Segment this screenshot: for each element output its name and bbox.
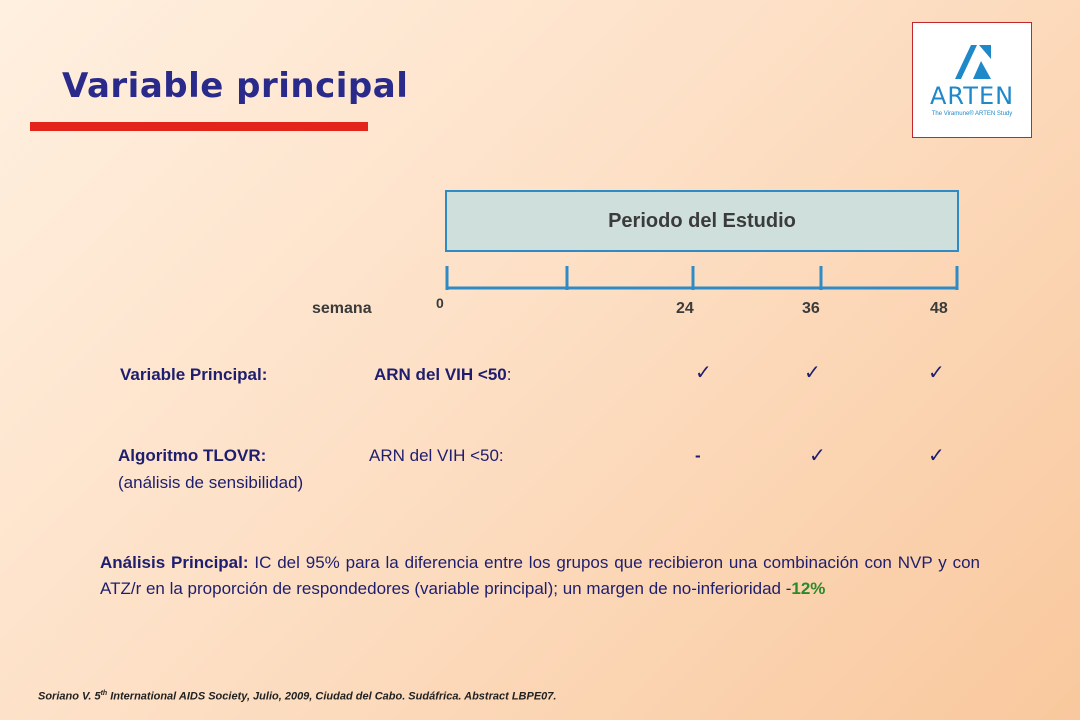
check-icon: ✓ xyxy=(809,443,826,467)
week-tick-label: 0 xyxy=(436,295,444,311)
check-icon: ✓ xyxy=(928,360,945,384)
week-axis-label: semana xyxy=(312,300,372,317)
slide-title: Variable principal xyxy=(62,66,409,106)
citation-author: Soriano V. 5 xyxy=(38,690,101,703)
dash-mark: - xyxy=(695,446,701,465)
analysis-body: IC del 95% para la diferencia entre los grupos que recibieron una combinación con NVP y con ATZ/r en la proporción de respondedores (variable principal); un margen de no-inferioridad - xyxy=(100,553,980,598)
check-icon: ✓ xyxy=(928,443,945,467)
citation xyxy=(38,690,556,703)
study-period-label: Periodo del Estudio xyxy=(608,209,796,232)
tlovr-measure: ARN del VIH <50: xyxy=(369,446,504,465)
non-inferiority-margin: 12% xyxy=(791,579,826,598)
check-icon: ✓ xyxy=(804,360,821,384)
primary-variable-measure xyxy=(374,365,511,385)
tlovr-sublabel: (análisis de sensibilidad) xyxy=(118,473,304,492)
logo-tagline: The Viramune® ARTEN Study xyxy=(931,111,1013,117)
analysis-paragraph xyxy=(100,550,980,602)
citation-source: International AIDS Society, Julio, 2009, Ciudad del Cabo. Sudáfrica. Abstract LBPE07. xyxy=(107,690,557,703)
logo-name: ARTEN xyxy=(929,82,1015,110)
primary-measure-text: ARN del VIH <50 xyxy=(374,365,507,384)
primary-variable-label: Variable Principal: xyxy=(120,365,268,384)
check-icon: ✓ xyxy=(695,360,712,384)
citation-superscript: th xyxy=(100,690,108,697)
tlovr-algorithm-label: Algoritmo TLOVR: xyxy=(118,446,267,465)
week-tick-label: 24 xyxy=(676,300,694,317)
week-tick-label: 48 xyxy=(930,300,948,317)
primary-measure-colon: : xyxy=(506,365,512,384)
analysis-heading: Análisis Principal: xyxy=(100,553,249,572)
week-tick-label: 36 xyxy=(802,300,820,317)
